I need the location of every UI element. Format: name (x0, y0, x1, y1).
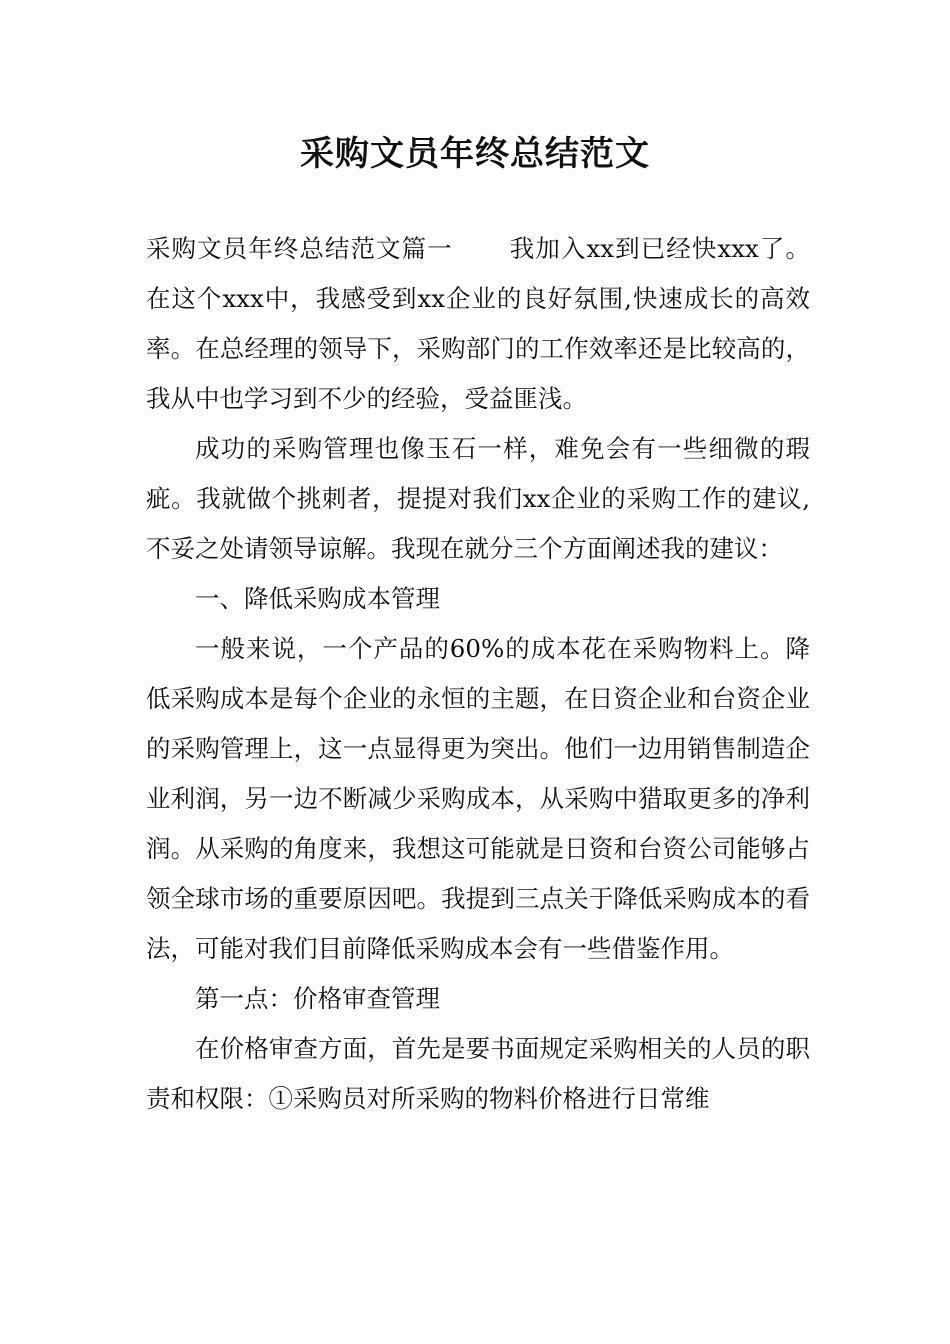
document-body (146, 224, 810, 1124)
subsection-heading: 第一点：价格审查管理 (195, 984, 440, 1013)
document-title: 采购文员年终总结范文 (300, 134, 650, 174)
intro-text: 我加入xx到已经快xxx了。在这个xxx中，我感受到xx企业的良好氛围,快速成长的高效率。在总经理的领导下，采购部门的工作效率还是比较高的，我从中也学习到不少的经验，受益匪浅。 (146, 234, 810, 413)
intro-label: 采购文员年终总结范文篇一 (146, 234, 453, 263)
body-paragraph: 一般来说，一个产品的60%的成本花在采购物料上。降低采购成本是每个企业的永恒的主题，在日资企业和台资企业的采购管理上，这一点显得更为突出。他们一边用销售制造企业利润，另一边不断减少采购成本，从采购中猎取更多的净利润。从采购的角度来，我想这可能就是日资和台资公司能够占领全球市场的重要原因吧。我提到三点关于降低采购成本的看法，可能对我们目前降低采购成本会有一些借鉴作用。 (146, 634, 810, 963)
body-paragraph: 在价格审查方面，首先是要书面规定采购相关的人员的职责和权限：①采购员对所采购的物料价格进行日常维 (146, 1034, 810, 1113)
section-heading: 一、降低采购成本管理 (195, 584, 440, 613)
body-paragraph: 成功的采购管理也像玉石一样，难免会有一些细微的瑕疵。我就做个挑刺者，提提对我们xx企业的采购工作的建议,不妥之处请领导谅解。我现在就分三个方面阐述我的建议： (146, 434, 810, 563)
intro-paragraph (146, 224, 810, 424)
